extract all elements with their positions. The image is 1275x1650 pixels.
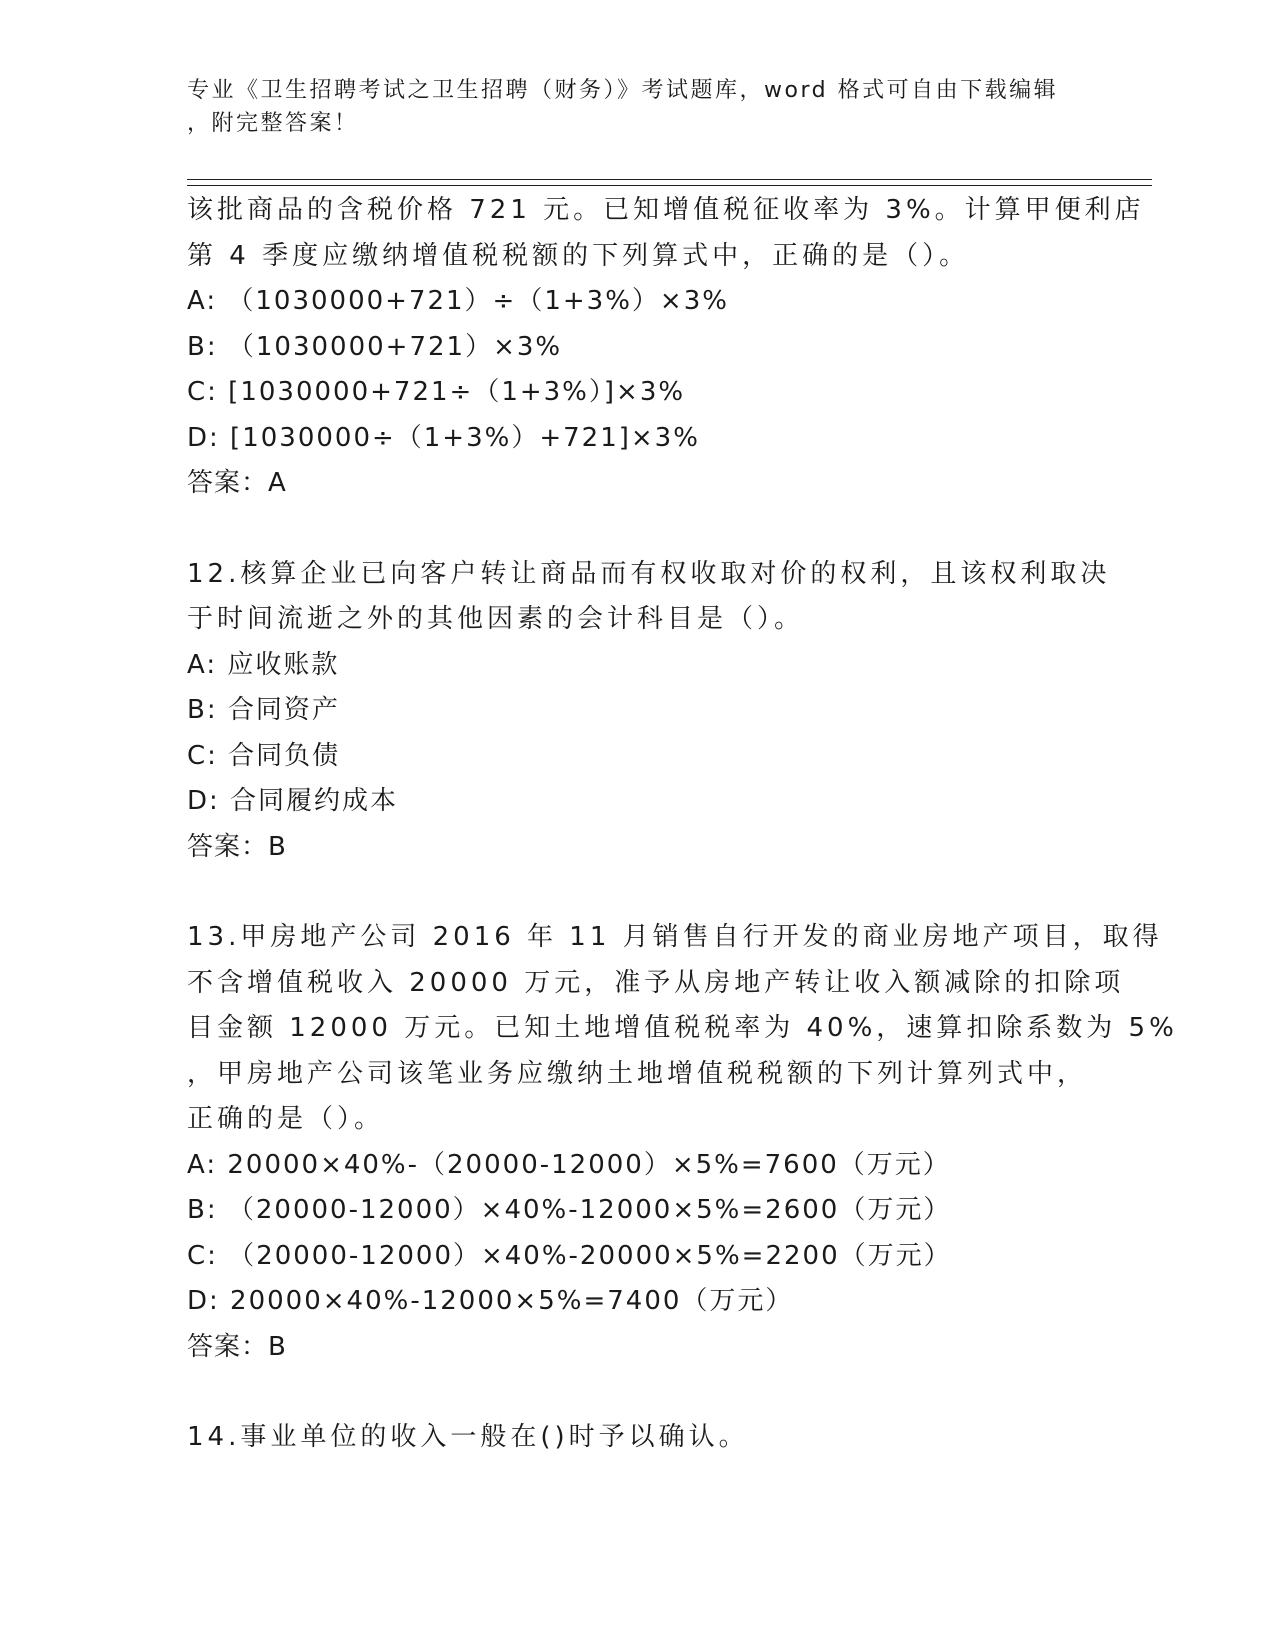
option-d: D: 合同履约成本 bbox=[187, 786, 399, 816]
question-stem-line: 于时间流逝之外的其他因素的会计科目是（）。 bbox=[187, 604, 805, 634]
option-d: D: [1030000÷（1+3%）+721]×3% bbox=[187, 422, 700, 453]
document-body bbox=[187, 188, 1178, 1461]
option-a: A: 应收账款 bbox=[187, 649, 340, 680]
question-11 bbox=[187, 188, 1145, 507]
option-a: A: （1030000+721）÷（1+3%）×3% bbox=[187, 286, 729, 316]
header-divider-top bbox=[187, 179, 1152, 180]
answer-line: 答案：A bbox=[187, 468, 287, 498]
question-stem-line: ，甲房地产公司该笔业务应缴纳土地增值税税额的下列计算列式中， bbox=[187, 1058, 1088, 1089]
question-stem-line: 该批商品的含税价格 721 元。已知增值税征收率为 3%。计算甲便利店 bbox=[187, 195, 1145, 225]
question-stem-line: 14.事业单位的收入一般在()时予以确认。 bbox=[187, 1422, 749, 1452]
question-stem-line: 目金额 12000 万元。已知土地增值税税率为 40%，速算扣除系数为 5% bbox=[187, 1013, 1178, 1043]
question-stem-line: 12.核算企业已向客户转让商品而有权收取对价的权利，且该权利取决 bbox=[187, 558, 1111, 589]
spacer bbox=[187, 507, 1087, 552]
question-stem-line: 13.甲房地产公司 2016 年 11 月销售自行开发的商业房地产项目，取得 bbox=[187, 922, 1163, 952]
spacer bbox=[187, 870, 1087, 915]
question-13 bbox=[187, 915, 1178, 1370]
option-d: D: 20000×40%-12000×5%=7400（万元） bbox=[187, 1286, 794, 1316]
option-a: A: 20000×40%-（20000-12000）×5%=7600（万元） bbox=[187, 1149, 951, 1180]
spacer bbox=[187, 1370, 1087, 1415]
option-c: C: [1030000+721÷（1+3%）]×3% bbox=[187, 377, 686, 407]
header-divider-bottom bbox=[187, 185, 1152, 186]
question-stem-line: 第 4 季度应缴纳增值税税额的下列算式中，正确的是（）。 bbox=[187, 240, 970, 271]
answer-line: 答案：B bbox=[187, 1331, 287, 1362]
option-b: B: （20000-12000）×40%-12000×5%=2600（万元） bbox=[187, 1195, 952, 1225]
answer-line: 答案：B bbox=[187, 831, 287, 862]
document-header bbox=[187, 74, 1087, 140]
option-b: B: （1030000+721）×3% bbox=[187, 331, 563, 362]
question-stem-line: 不含增值税收入 20000 万元，准予从房地产转让收入额减除的扣除项 bbox=[187, 967, 1125, 998]
question-14 bbox=[187, 1415, 1087, 1461]
header-line-2: ，附完整答案！ bbox=[187, 111, 359, 136]
option-c: C: （20000-12000）×40%-20000×5%=2200（万元） bbox=[187, 1240, 952, 1271]
question-12 bbox=[187, 552, 1111, 871]
header-line-1: 专业《卫生招聘考试之卫生招聘（财务）》考试题库，word 格式可自由下载编辑 bbox=[187, 78, 1059, 103]
option-b: B: 合同资产 bbox=[187, 695, 340, 725]
question-stem-line: 正确的是（）。 bbox=[187, 1104, 385, 1134]
option-c: C: 合同负债 bbox=[187, 740, 341, 771]
